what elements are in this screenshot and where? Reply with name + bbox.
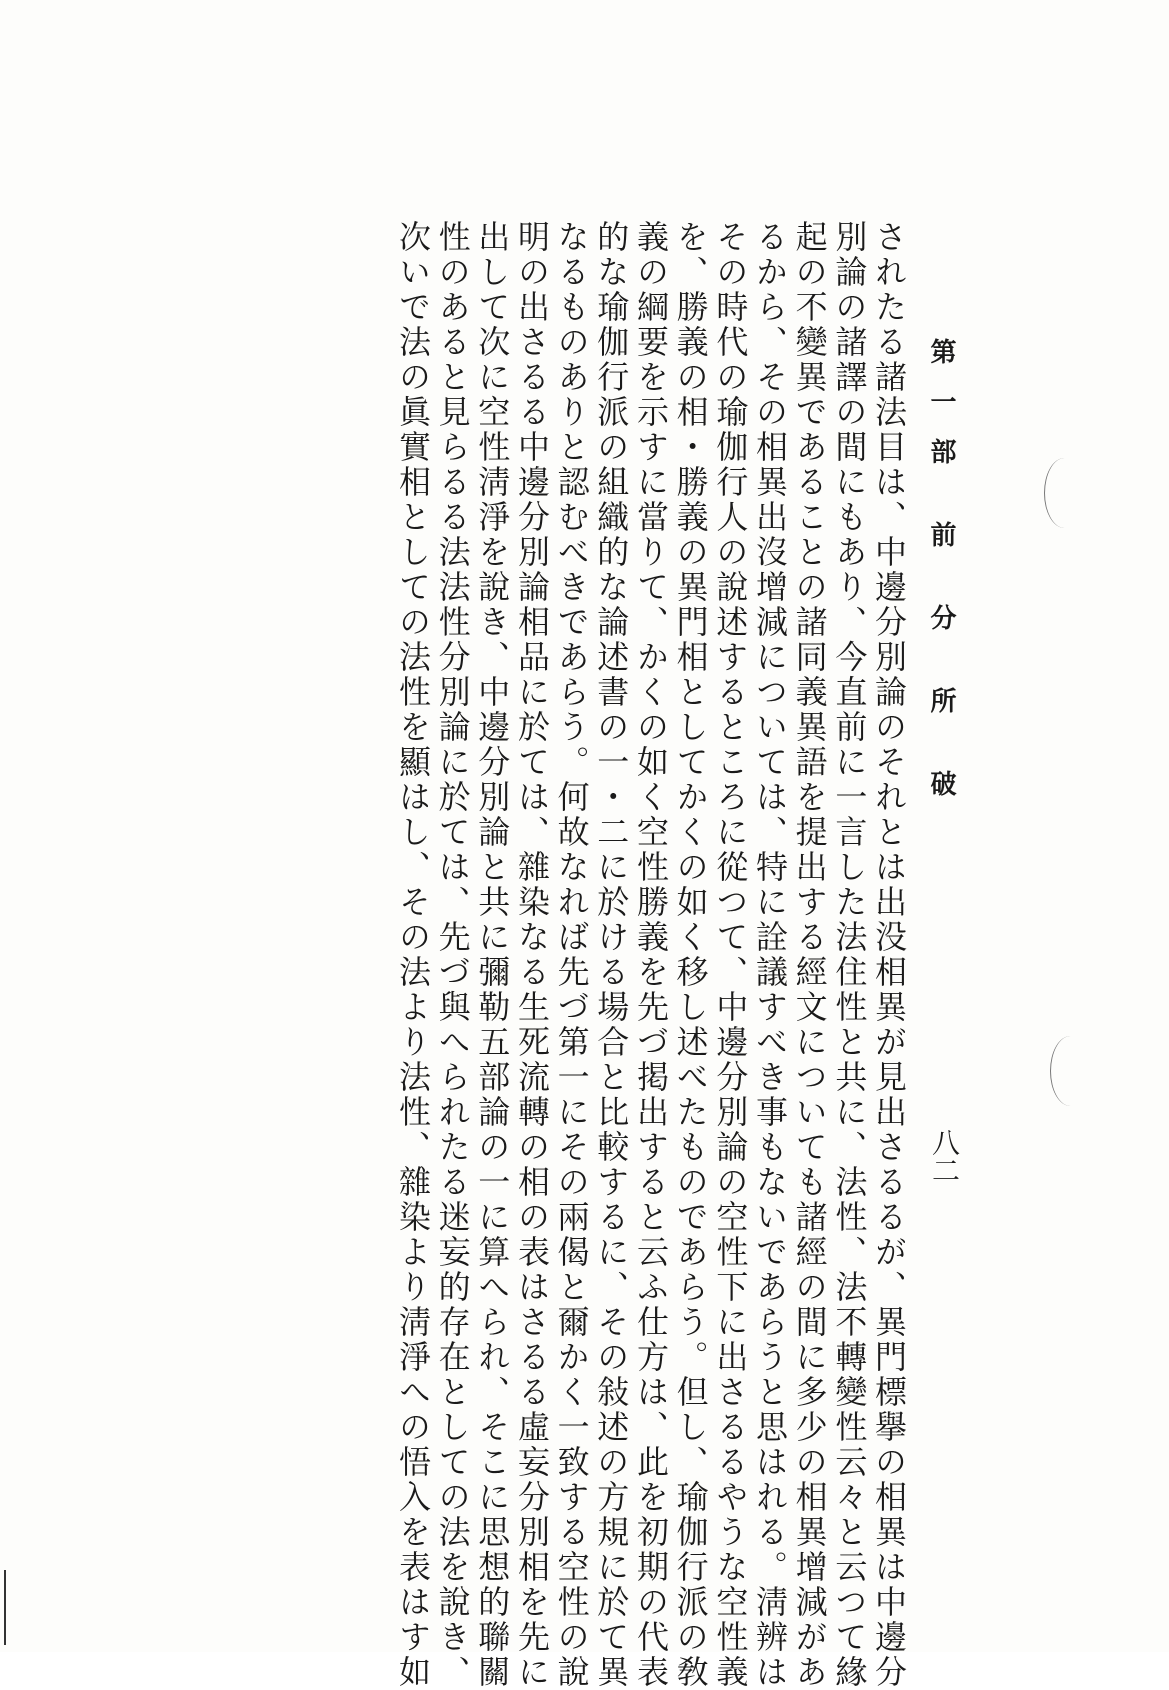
- text-line: 次いで法の眞實相としての法性を顯はし、その法より法性、雜染より淸淨への悟入を表はす如: [393, 220, 432, 1690]
- text-line: を、勝義の相・勝義の異門相としてかくの如く移し述べたものであらう。但し、瑜伽行派の敎: [671, 220, 710, 1690]
- text-line: 出して次に空性淸淨を說き、中邊分別論と共に彌勒五部論の一に算へられ、そこに思想的聯關: [473, 220, 512, 1690]
- running-header: 第一部 前 分 所 破: [926, 338, 956, 821]
- text-line: 別論の諸譯の間にもあり、今直前に一言した法住性と共に、法性、法不轉變性云々と云つて緣: [830, 220, 869, 1690]
- scan-artifact: [1050, 1036, 1091, 1106]
- text-line: その時代の瑜伽行人の說述するところに從つて、中邊分別論の空性下に出さるるやうな空性義: [711, 220, 750, 1690]
- edge-mark: [4, 1570, 6, 1645]
- text-line: 起の不變異であることの諸同義異語を提出する經文についても諸經の間に多少の相異增減があ: [790, 220, 829, 1690]
- text-line: 性のあると見らるる法法性分別論に於ては、先づ與へられたる迷妄的存在としての法を說き、: [433, 220, 472, 1690]
- text-line: 義の綱要を示すに當りて、かくの如く空性勝義を先づ掲出すると云ふ仕方は、此を初期の代表: [631, 220, 670, 1690]
- text-line: されたる諸法目は、中邊分別論のそれとは出没相異が見出さるるが、異門標擧の相異は中邊分: [870, 220, 908, 1690]
- text-line: なるものありと認むべきであらう。何故なれば先づ第一にその兩偈と爾かく一致する空性の說: [552, 220, 591, 1690]
- scan-artifact: [1044, 458, 1085, 528]
- text-line: 明の出さるる中邊分別論相品に於ては、雜染なる生死流轉の相の表はさるる虛妄分別相を先に: [512, 220, 551, 1690]
- page-number: 八二: [928, 1128, 961, 1184]
- body-text: [180, 220, 908, 1690]
- text-line: 的な瑜伽行派の組織的な論述書の一・二に於ける場合と比較するに、その敍述の方規に於て異: [592, 220, 631, 1690]
- text-line: るから、その相異出沒增減については、特に詮議すべき事もないであらうと思はれる。淸辨は: [750, 220, 789, 1690]
